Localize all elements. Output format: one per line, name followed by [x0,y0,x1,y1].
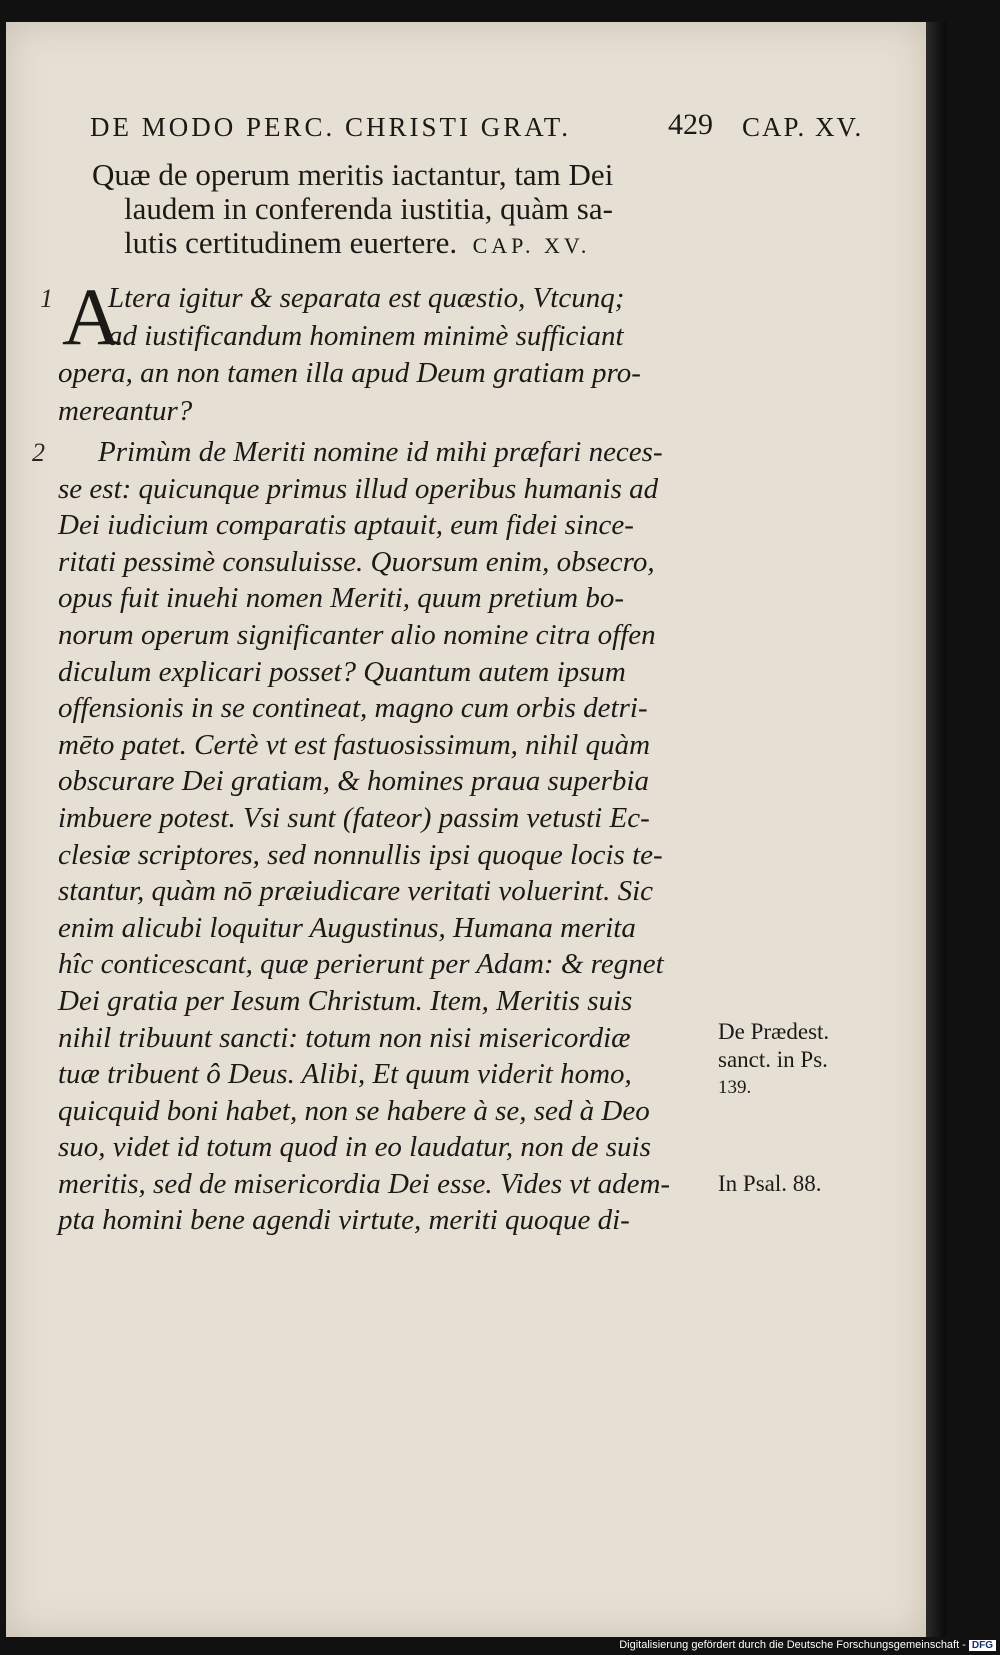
text-line: norum operum significanter alio nomine citra offen [58,618,656,651]
text-line: pta homini bene agendi virtute, meriti quoque di- [58,1204,630,1237]
text-line: clesiæ scriptores, sed nonnullis ipsi quoque locis te- [58,838,663,871]
sidenote-line: In Psal. 88. [718,1171,822,1196]
paragraph-number: 2 [32,438,45,467]
paragraph-1 [58,280,718,430]
drop-cap: A [62,271,122,362]
text-line: Dei gratia per Iesum Christum. Item, Meritis suis [58,984,633,1017]
title-line: Quæ de operum meritis iactantur, tam Dei [92,157,614,192]
text-line: se est: quicunque primus illud operibus humanis ad [58,472,659,505]
text-line: opera, an non tamen illa apud Deum gratiam pro- [58,357,641,389]
running-title: DE MODO PERC. CHRISTI GRAT. [90,112,572,142]
text-line: ad iustificandum hominem minimè sufficiant [108,319,624,352]
header-chapter: CAP. XV. [742,112,864,142]
sidenote-line: sanct. in Ps. [718,1047,828,1072]
book-edge [926,22,946,1637]
title-cap-ref: CAP. XV. [472,233,591,258]
text-line: mēto patet. Certè vt est fastuosissimum, nihil quàm [58,728,651,761]
sidenote-line: 139. [718,1077,752,1098]
title-line-text: lutis certitudinem euertere. [124,225,458,260]
text-line: meritis, sed de misericordia Dei esse. Vides vt adem- [58,1167,671,1200]
text-line: Primùm de Meriti nomine id mihi præfari neces- [98,436,663,468]
text-line: nihil tribuunt sancti: totum non nisi misericordiæ [58,1021,631,1054]
text-line: obscurare Dei gratiam, & homines praua superbia [58,765,649,798]
title-line [92,226,732,263]
sidenote-line: De Prædest. [718,1019,830,1044]
text-line: imbuere potest. Vsi sunt (fateor) passim vetusti Ec- [58,801,650,834]
text-line: Dei iudicium comparatis aptauit, eum fidei since- [58,509,634,542]
digitization-footer [619,1639,996,1651]
text-line: stantur, quàm nō præiudicare veritati voluerint. Sic [58,875,653,908]
text-line: diculum explicari posset? Quantum autem ipsum [58,655,626,688]
text-line: quicquid boni habet, non se habere à se, sed à Deo [58,1094,650,1127]
sidenote-de-praedest [718,1018,829,1102]
text-line: ritati pessimè consuluisse. Quorsum enim, obsecro, [58,545,655,578]
text-line: offensionis in se contineat, magno cum orbis detri- [58,692,648,725]
paragraph-number: 1 [40,284,53,313]
text-line: Ltera igitur & separata est quæstio, Vtcunq; [108,282,625,314]
running-header [90,108,880,143]
paragraph-2 [58,434,718,1239]
text-line: hîc conticescant, quæ perierunt per Adam: & regnet [58,948,664,981]
footer-text: Digitalisierung gefördert durch die Deutsche Forschungsgemeinschaft - [619,1639,966,1651]
page-number: 429 [668,108,713,141]
text-line: enim alicubi loquitur Augustinus, Humana merita [58,911,636,944]
chapter-title [92,158,732,263]
dfg-logo: DFG [969,1640,996,1651]
text-line: tuæ tribuent ô Deus. Alibi, Et quum viderit homo, [58,1058,632,1091]
text-line: opus fuit inuehi nomen Meriti, quum pretium bo- [58,582,624,615]
title-line: laudem in conferenda iustitia, quàm sa- [124,191,613,226]
text-line: mereantur? [58,394,193,427]
sidenote-in-psal [718,1170,822,1198]
text-line: suo, videt id totum quod in eo laudatur, non de suis [58,1131,651,1164]
